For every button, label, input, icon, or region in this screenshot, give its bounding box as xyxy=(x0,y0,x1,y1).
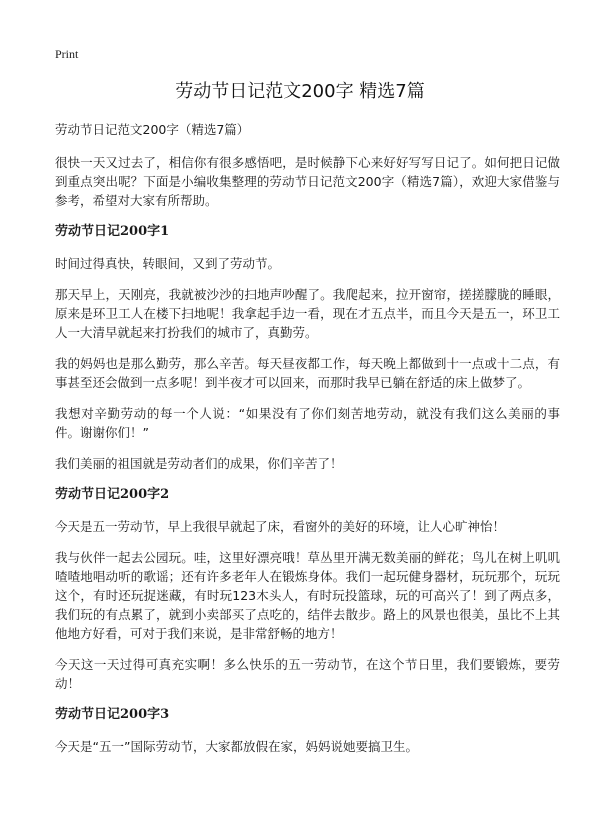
section-heading: 劳动节日记200字3 xyxy=(55,707,170,722)
paragraph: 时间过得真快，转眼间，又到了劳动节。 xyxy=(55,256,281,271)
article-subtitle: 劳动节日记范文200字（精选7篇） xyxy=(55,122,250,137)
section-heading: 劳动节日记200字2 xyxy=(55,487,170,502)
article-body xyxy=(55,120,560,768)
intro-paragraph: 很快一天又过去了，相信你有很多感悟吧，是时候静下心来好好写写日记了。如何把日记做到重点突出呢？下面是小编收集整理的劳动节日记范文200字（精选7篇），欢迎大家借鉴与参考，希望对大家有所帮助。 xyxy=(55,155,560,208)
print-link[interactable]: Print xyxy=(55,47,79,61)
section-heading: 劳动节日记200字1 xyxy=(55,224,170,239)
paragraph: 我的妈妈也是那么勤劳，那么辛苦。每天昼夜都工作，每天晚上都做到十一点或十二点，有事甚至还会做到一点多呢！到半夜才可以回来，而那时我早已躺在舒适的床上做梦了。 xyxy=(55,356,560,390)
paragraph: 今天是“五一”国际劳动节，大家都放假在家，妈妈说她要搞卫生。 xyxy=(55,739,418,754)
paragraph: 我与伙伴一起去公园玩。哇，这里好漂亮哦！草丛里开满无数美丽的鲜花；鸟儿在树上叽叽喳喳地唱动听的歌谣；还有许多老年人在锻炼身体。我们一起玩健身器材，玩玩那个，玩玩这个，有时还玩捉迷藏，有时玩123木头人，有时玩投篮球，玩的可高兴了！到了两点多，我们玩的有点累了，就到小卖部买了点吃的，结伴去散步。路上的风景也很美，虽比不上其他地方好看，可对于我们来说，是非常舒畅的地方！ xyxy=(55,550,560,641)
paragraph: 今天这一天过得可真充实啊！多么快乐的五一劳动节，在这个节日里，我们要锻炼，要劳动！ xyxy=(55,657,560,691)
paragraph: 我想对辛勤劳动的每一个人说：“如果没有了你们刻苦地劳动，就没有我们这么美丽的事件。谢谢你们！” xyxy=(55,406,560,440)
paragraph: 我们美丽的祖国就是劳动者们的成果，你们辛苦了！ xyxy=(55,456,343,471)
page-title: 劳动节日记范文200字 精选7篇 xyxy=(175,81,425,102)
paragraph: 今天是五一劳动节，早上我很早就起了床，看窗外的美好的环境，让人心旷神怡！ xyxy=(55,519,506,534)
paragraph: 那天早上，天刚亮，我就被沙沙的扫地声吵醒了。我爬起来，拉开窗帘，搓搓朦胧的睡眼，原来是环卫工人在楼下扫地呢！我拿起手边一看，现在才五点半，而且今天是五一，环卫工人一大清早就起来打扮我们的城市了，真勤劳。 xyxy=(55,287,560,340)
